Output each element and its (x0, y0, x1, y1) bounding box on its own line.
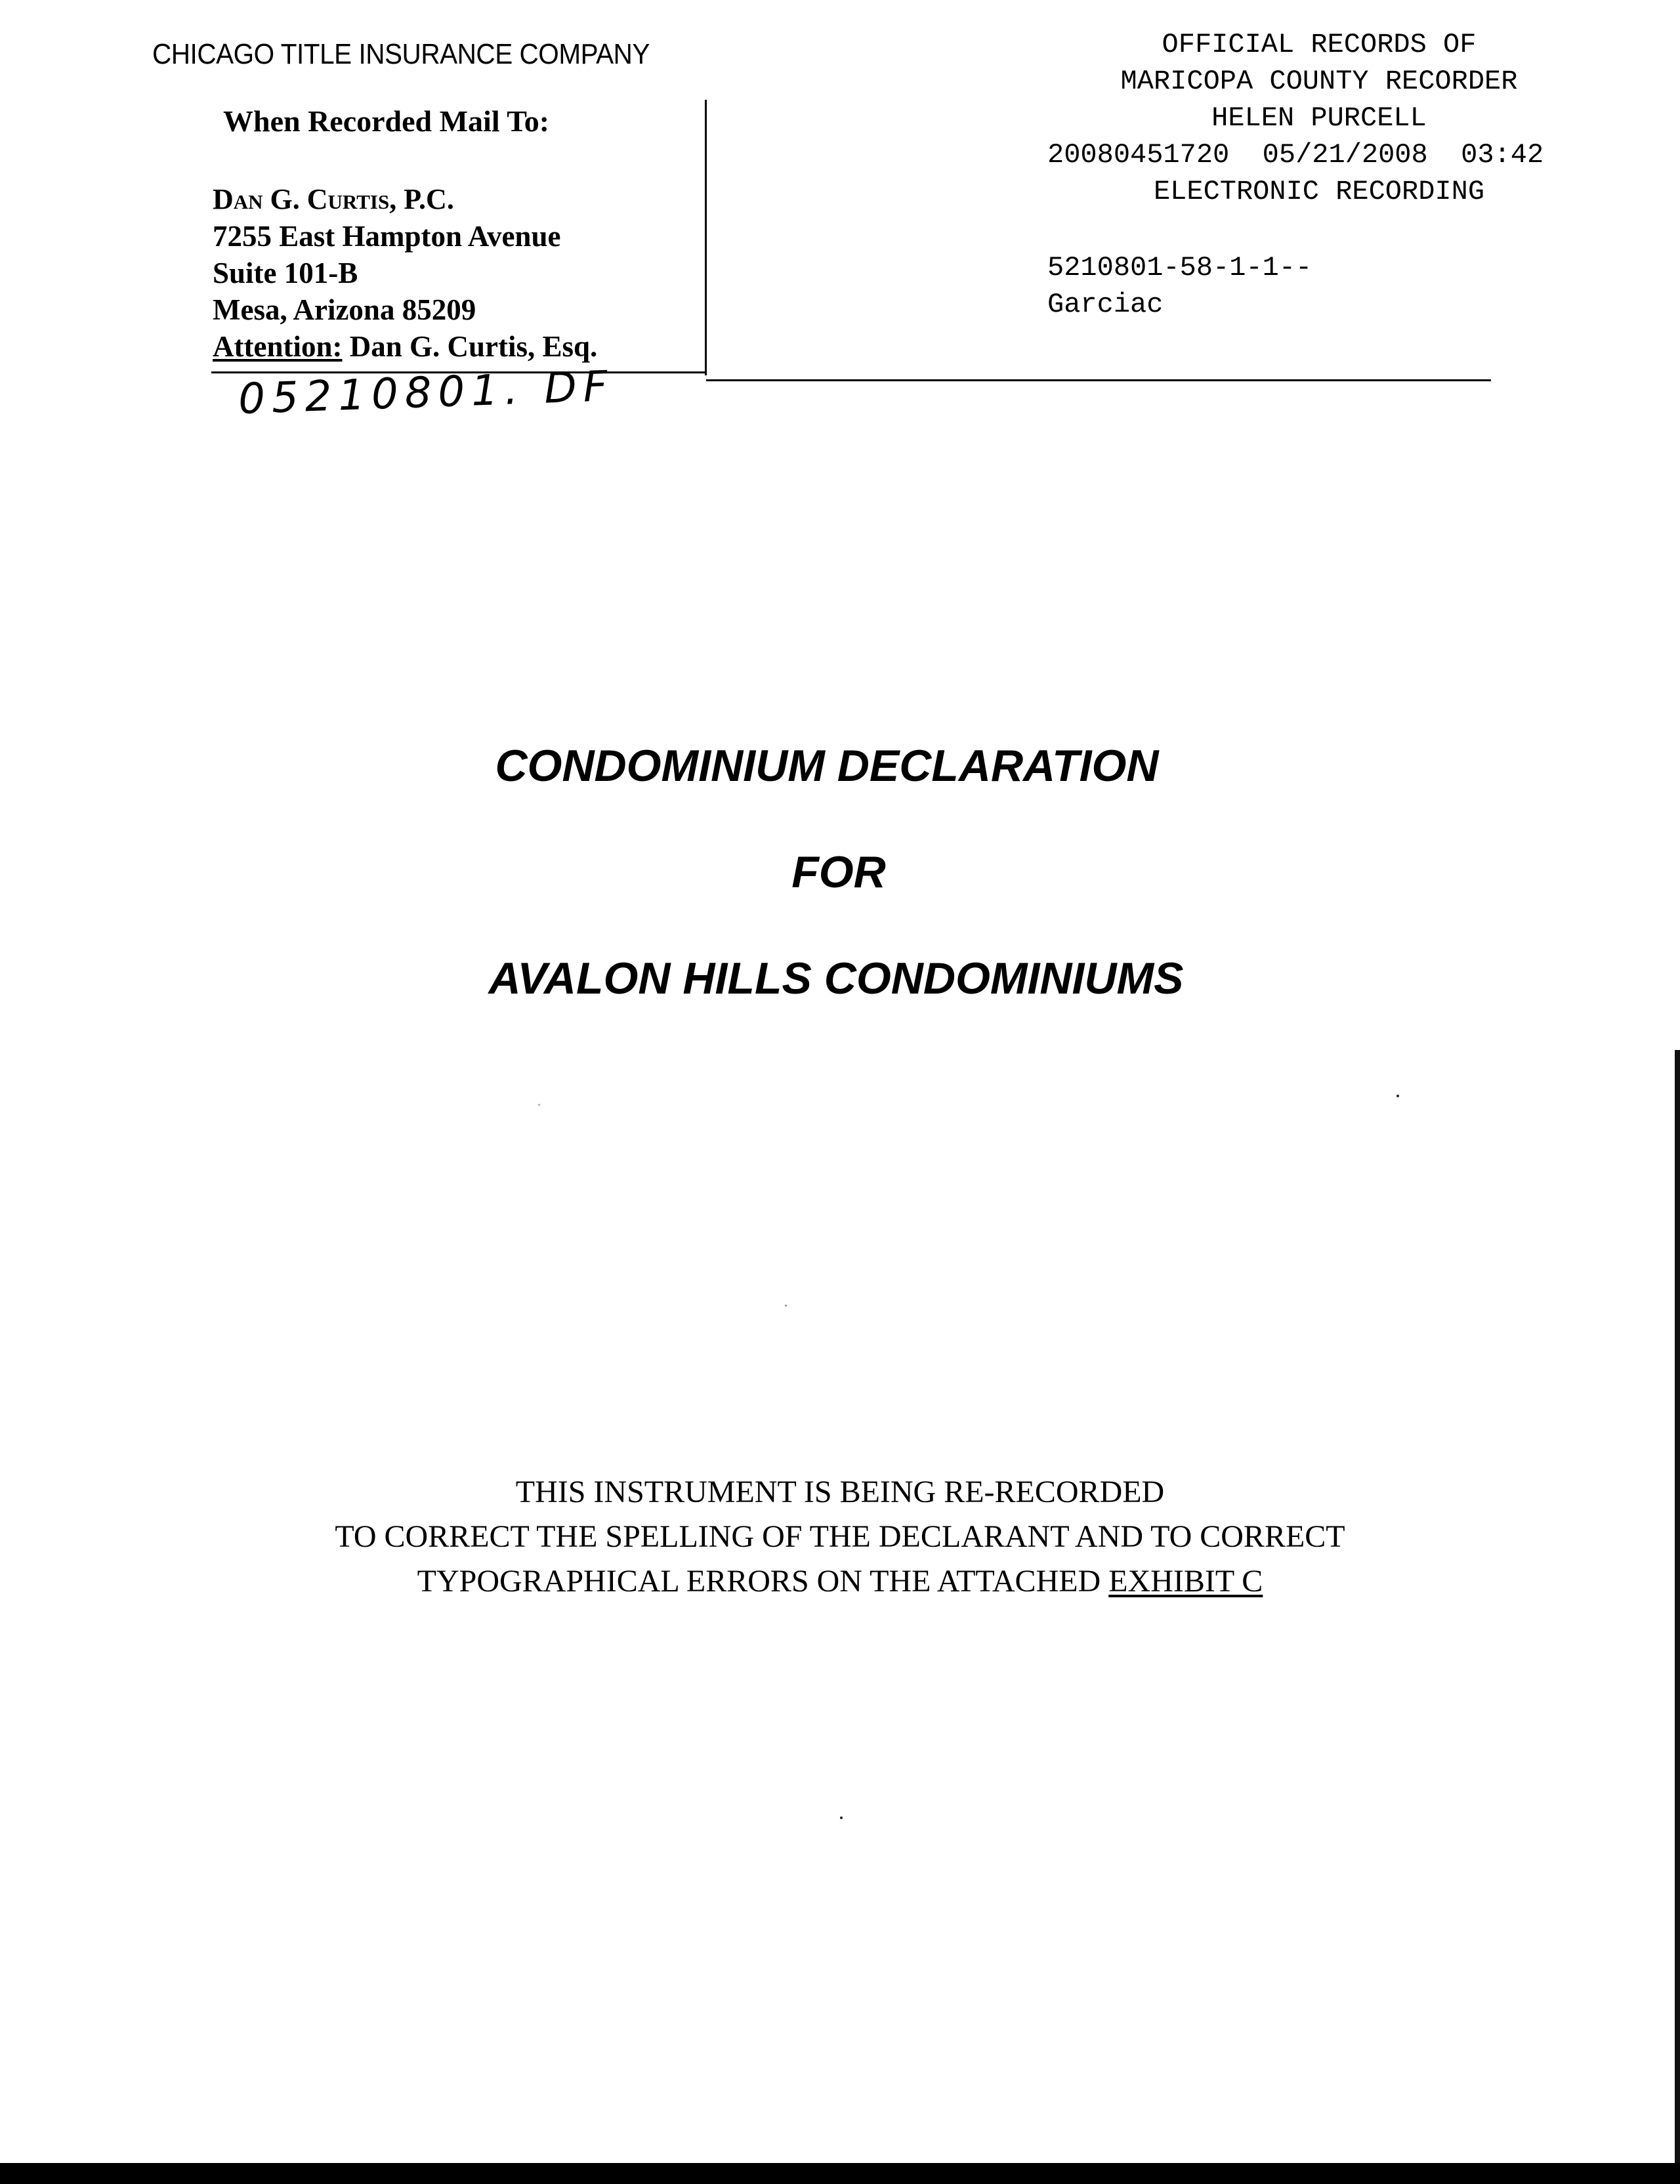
record-number: 20080451720 (1047, 139, 1230, 171)
recorder-underline (706, 379, 1491, 381)
vertical-divider (705, 100, 707, 375)
document-title-line-3: AVALON HILLS CONDOMINIUMS (488, 954, 1184, 1003)
firm-name: Dan G. Curtis, P.C. (213, 183, 454, 215)
mail-to-heading: When Recorded Mail To: (223, 104, 550, 138)
scan-speck (538, 1104, 540, 1106)
address-line-2: Suite 101-B (213, 257, 358, 289)
re-recording-notice (0, 1470, 1680, 1604)
notice-line-1: THIS INSTRUMENT IS BEING RE-RECORDED (515, 1475, 1165, 1509)
scan-edge-right (1675, 1050, 1680, 2184)
scan-speck (785, 1305, 787, 1307)
mailing-address (213, 181, 711, 365)
reference-user: Garciac (1047, 289, 1164, 320)
recorder-line-2: MARICOPA COUNTY RECORDER (1120, 66, 1518, 97)
reference-code: 5210801-58-1-1-- (1047, 252, 1312, 284)
document-title-line-1: CONDOMINIUM DECLARATION (495, 741, 1159, 791)
record-time: 03:42 (1461, 139, 1544, 171)
recording-id-line (1011, 136, 1628, 173)
address-line-3: Mesa, Arizona 85209 (213, 293, 476, 326)
notice-line-3 (0, 1559, 1680, 1604)
handwritten-file-number: 05210801. DF (238, 362, 615, 424)
address-line-1: 7255 East Hampton Avenue (213, 220, 561, 253)
recorder-line-3: HELEN PURCELL (1211, 102, 1427, 134)
recorder-line-5: ELECTRONIC RECORDING (1153, 176, 1485, 207)
record-date: 05/21/2008 (1262, 139, 1428, 171)
notice-line-3-text: TYPOGRAPHICAL ERRORS ON THE ATTACHED (417, 1564, 1101, 1599)
attention-name: Dan G. Curtis, Esq. (349, 330, 598, 363)
scan-speck (840, 1816, 843, 1819)
scan-edge-bottom (0, 2163, 1680, 2184)
recorder-stamp (1011, 26, 1628, 210)
attention-label: Attention: (213, 330, 343, 363)
recorder-line-1: OFFICIAL RECORDS OF (1162, 29, 1477, 60)
company-name: CHICAGO TITLE INSURANCE COMPANY (152, 38, 650, 70)
recording-reference (1047, 249, 1312, 323)
attention-line (213, 328, 711, 365)
scan-speck (1396, 1095, 1399, 1097)
exhibit-reference: EXHIBIT C (1108, 1564, 1263, 1599)
notice-line-2: TO CORRECT THE SPELLING OF THE DECLARANT AND TO CORRECT (335, 1519, 1345, 1554)
document-title-line-2: FOR (791, 847, 886, 897)
